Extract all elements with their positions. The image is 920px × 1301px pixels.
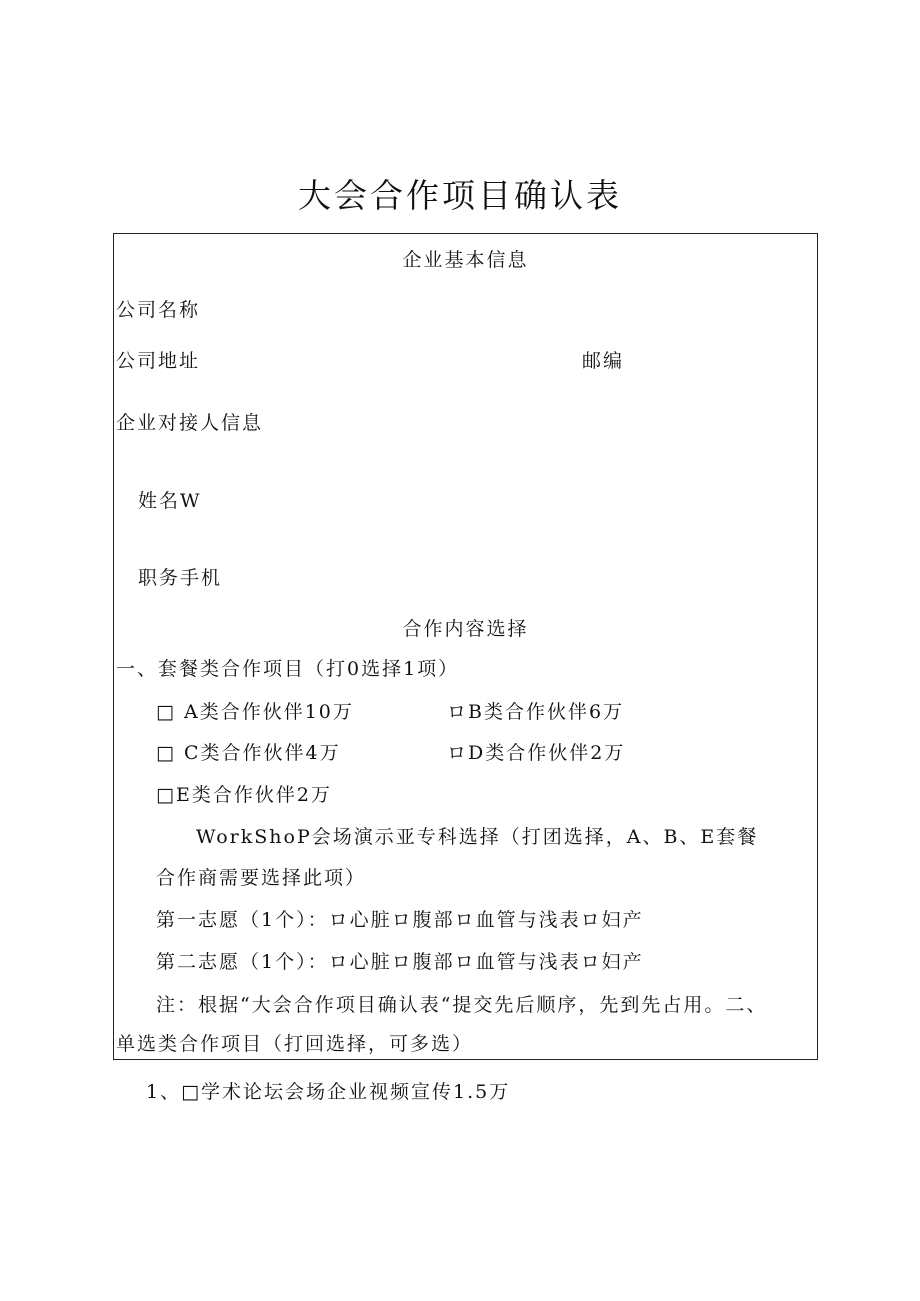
package-heading: 一、套餐类合作项目（打0选择1项）: [116, 658, 460, 680]
company-address-label: 公司地址: [116, 350, 201, 372]
option-c-checkbox[interactable]: □ C类合作伙伴4万: [156, 742, 341, 764]
form-border: [113, 233, 818, 1060]
contact-info-label: 企业对接人信息: [116, 412, 264, 434]
option-b-checkbox[interactable]: ロB类合作伙伴6万: [447, 701, 625, 723]
option-a-checkbox[interactable]: □ A类合作伙伴10万: [156, 701, 354, 723]
option-e-checkbox[interactable]: □E类合作伙伴2万: [156, 784, 332, 806]
first-choice-line[interactable]: 第一志愿（1个）：ロ心脏ロ腹部ロ血管与浅表ロ妇产: [156, 909, 644, 931]
company-name-label: 公司名称: [116, 299, 201, 321]
postcode-label: 邮编: [582, 350, 625, 372]
second-choice-line[interactable]: 第二志愿（1个）：ロ心脏ロ腹部ロ血管与浅表ロ妇产: [156, 951, 644, 973]
position-phone-label: 职务手机: [138, 567, 223, 589]
note-line-2: 单选类合作项目（打回选择，可多选）: [116, 1033, 474, 1055]
workshop-text-1: WorkShoP会场演示亚专科选择（打团选择，A、B、E套餐: [196, 826, 759, 848]
workshop-text-2: 合作商需要选择此项）: [156, 867, 367, 889]
note-line-1: 注：根据“大会合作项目确认表“提交先后顺序，先到先占用。二、: [156, 994, 768, 1016]
cooperation-header: 合作内容选择: [402, 618, 529, 640]
page-title: 大会合作项目确认表: [298, 176, 622, 215]
name-label: 姓名W: [138, 490, 202, 512]
single-item-1-checkbox[interactable]: 1、□学术论坛会场企业视频宣传1.5万: [146, 1081, 511, 1103]
basic-info-header: 企业基本信息: [402, 249, 529, 271]
option-d-checkbox[interactable]: ロD类合作伙伴2万: [447, 742, 626, 764]
